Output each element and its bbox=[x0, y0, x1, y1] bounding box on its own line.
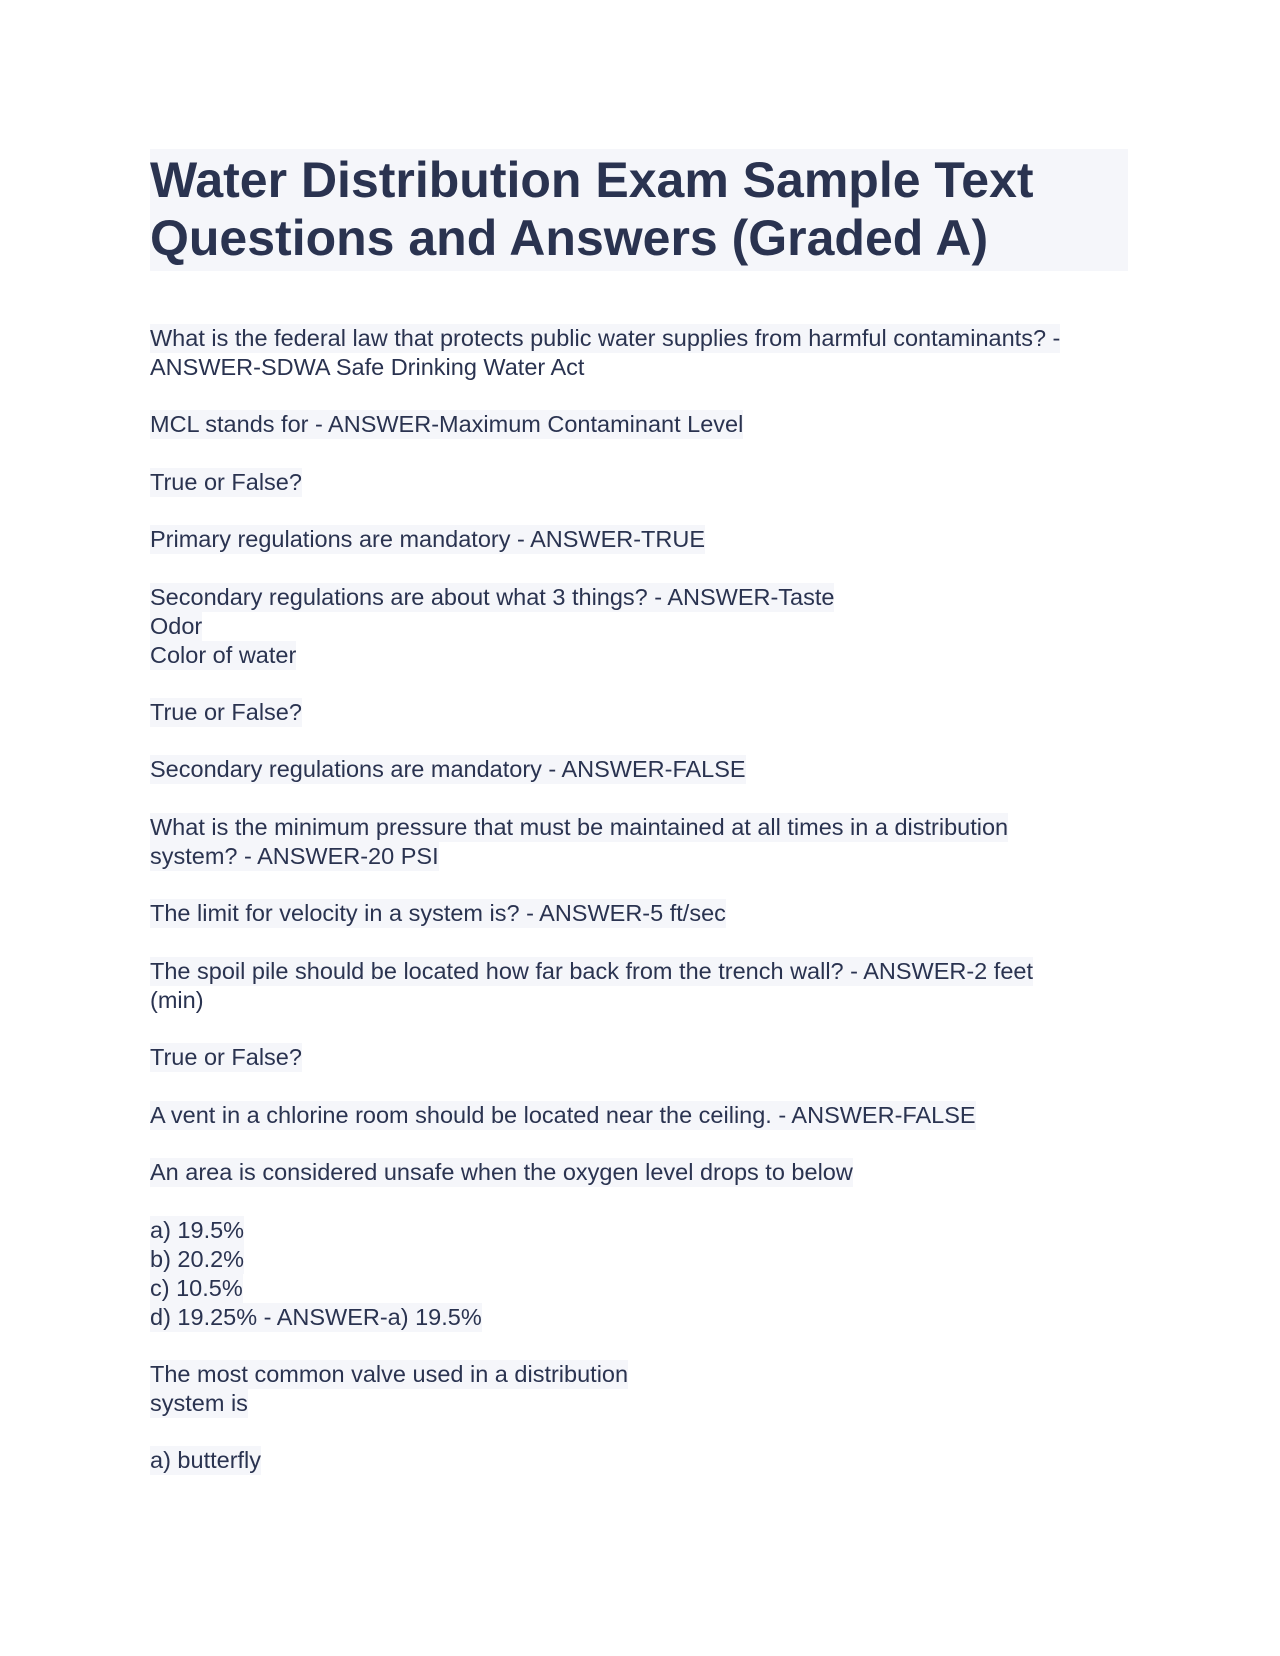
qa-entry bbox=[150, 1158, 1130, 1187]
qa-line: (min) bbox=[150, 987, 204, 1013]
qa-line: c) 10.5% bbox=[150, 1275, 243, 1301]
qa-line: Secondary regulations are about what 3 things? - ANSWER-Taste bbox=[150, 584, 835, 610]
qa-entry bbox=[150, 525, 1130, 554]
qa-entry bbox=[150, 899, 1130, 928]
qa-line: Secondary regulations are mandatory - ANSWER-FALSE bbox=[150, 756, 746, 782]
qa-line: What is the federal law that protects public water supplies from harmful contaminants? - bbox=[150, 325, 1061, 351]
document-title bbox=[150, 149, 1128, 271]
qa-entry bbox=[150, 1216, 1130, 1332]
qa-entry bbox=[150, 324, 1130, 382]
title-line-1: Water Distribution Exam Sample Text bbox=[150, 152, 1034, 208]
qa-entry bbox=[150, 1101, 1130, 1130]
qa-entry bbox=[150, 957, 1130, 1015]
qa-line: d) 19.25% - ANSWER-a) 19.5% bbox=[150, 1304, 482, 1330]
qa-line: b) 20.2% bbox=[150, 1246, 245, 1272]
qa-entry bbox=[150, 755, 1130, 784]
qa-line: system is bbox=[150, 1390, 248, 1416]
qa-line: ANSWER-SDWA Safe Drinking Water Act bbox=[150, 354, 585, 380]
qa-line: True or False? bbox=[150, 469, 302, 495]
qa-entry bbox=[150, 1043, 1130, 1072]
qa-line: An area is considered unsafe when the oxygen level drops to below bbox=[150, 1159, 853, 1185]
qa-line: A vent in a chlorine room should be located near the ceiling. - ANSWER-FALSE bbox=[150, 1102, 976, 1128]
qa-entry bbox=[150, 813, 1130, 871]
qa-entry bbox=[150, 410, 1130, 439]
qa-line: Odor bbox=[150, 613, 203, 639]
qa-line: The spoil pile should be located how far back from the trench wall? - ANSWER-2 feet bbox=[150, 958, 1033, 984]
qa-line: MCL stands for - ANSWER-Maximum Contaminant Level bbox=[150, 411, 744, 437]
qa-line: The most common valve used in a distribution bbox=[150, 1361, 629, 1387]
qa-entry bbox=[150, 1446, 1130, 1475]
qa-line: True or False? bbox=[150, 1044, 302, 1070]
qa-line: The limit for velocity in a system is? - ANSWER-5 ft/sec bbox=[150, 900, 726, 926]
qa-entry bbox=[150, 583, 1130, 670]
qa-line: system? - ANSWER-20 PSI bbox=[150, 843, 439, 869]
qa-line: a) 19.5% bbox=[150, 1217, 245, 1243]
title-line-2: Questions and Answers (Graded A) bbox=[150, 210, 989, 266]
qa-entry bbox=[150, 468, 1130, 497]
qa-line: True or False? bbox=[150, 699, 302, 725]
qa-entry bbox=[150, 1360, 1130, 1418]
qa-line: Primary regulations are mandatory - ANSWER-TRUE bbox=[150, 526, 706, 552]
qa-line: Color of water bbox=[150, 642, 297, 668]
qa-line: What is the minimum pressure that must be maintained at all times in a distribution bbox=[150, 814, 1009, 840]
qa-line: a) butterfly bbox=[150, 1447, 262, 1473]
qa-entry bbox=[150, 698, 1130, 727]
